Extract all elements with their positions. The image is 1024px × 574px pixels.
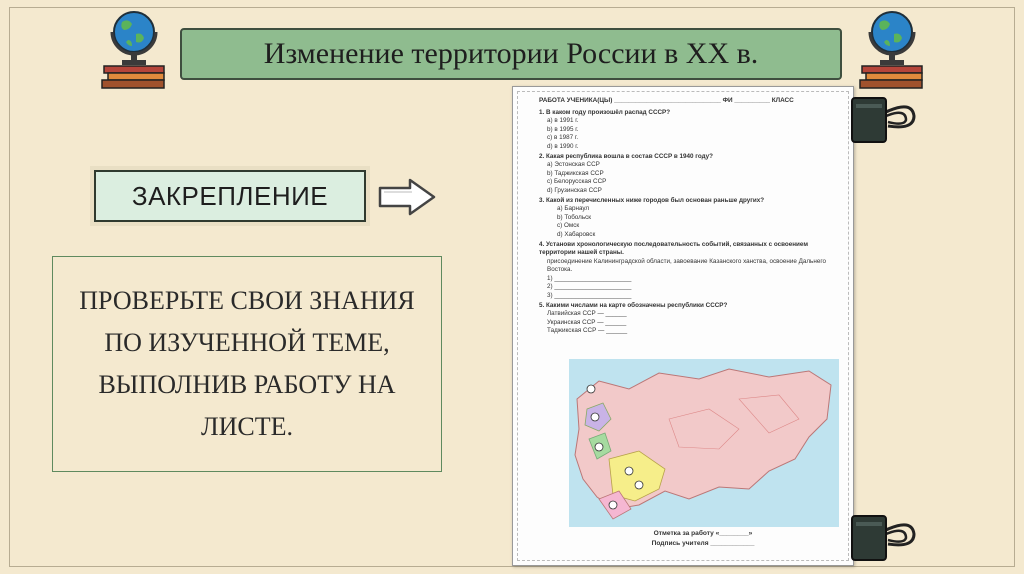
teacher-signature-line: Подпись учителя ____________: [651, 540, 755, 547]
answer-option: b) Тобольск: [557, 213, 592, 221]
answer-option: а) Эстонская ССР: [547, 161, 600, 169]
question-1: 1. В каком году произошёл распад СССР?: [539, 108, 671, 116]
answer-option: с) в 1987 г.: [547, 134, 579, 142]
worksheet-footer: [623, 529, 783, 549]
globe-on-books-icon: [98, 4, 170, 90]
answer-line: Латвийская ССР — ______: [547, 310, 627, 318]
answer-option: с) Омск: [557, 222, 580, 230]
question-4: 4. Установи хронологическую последовательность событий, связанных с освоением территории нашей страны.: [539, 240, 808, 257]
binder-clip-icon: [848, 92, 920, 148]
answer-option: d) Хабаровск: [557, 230, 596, 238]
arrow-right-icon: [376, 176, 438, 218]
answer-line: 3) ______________________: [547, 292, 632, 300]
question-3: 3. Какой из перечисленных ниже городов был основан раньше других?: [539, 196, 765, 204]
answer-option: d) в 1990 г.: [547, 142, 579, 150]
worksheet-header: РАБОТА УЧЕНИКА(ЦЫ) ______________________________ ФИ __________ КЛАСС: [539, 97, 794, 104]
slide-title: Изменение территории России в XX в.: [180, 28, 842, 80]
answer-line: 1) ______________________: [547, 274, 632, 282]
worksheet: [512, 86, 854, 566]
worksheet-content: [539, 97, 829, 336]
grade-line: Отметка за работу «________»: [653, 530, 753, 537]
consolidation-label: ЗАКРЕПЛЕНИЕ: [94, 170, 366, 222]
question-5: 5. Какими числами на карте обозначены республики СССР?: [539, 301, 728, 309]
answer-option: а) Барнаул: [557, 205, 590, 213]
binder-clip-icon: [848, 510, 920, 566]
answer-line: 2) ______________________: [547, 283, 632, 291]
answer-option: b) в 1995 г.: [547, 125, 579, 133]
answer-option: а) в 1991 г.: [547, 117, 579, 125]
globe-on-books-icon: [856, 4, 928, 90]
task-instruction: [52, 256, 442, 472]
task-text: ПРОВЕРЬТЕ СВОИ ЗНАНИЯ ПО ИЗУЧЕННОЙ ТЕМЕ, ВЫПОЛНИВ РАБОТУ НА ЛИСТЕ.: [79, 286, 415, 441]
answer-option: с) Белорусская ССР: [547, 178, 607, 186]
answer-line: Украинская ССР — ______: [547, 318, 627, 326]
answer-option: d) Грузинская ССР: [547, 186, 602, 194]
answer-option: b) Таджикская ССР: [547, 169, 604, 177]
question-4-text: присоединение Калининградской области, завоевание Казанского ханства, освоение Дальнего Востока.: [547, 257, 826, 274]
question-2: 2. Какая республика вошла в состав СССР в 1940 году?: [539, 152, 714, 160]
ussr-map: [569, 359, 839, 527]
answer-line: Таджикская ССР — ______: [547, 327, 628, 335]
